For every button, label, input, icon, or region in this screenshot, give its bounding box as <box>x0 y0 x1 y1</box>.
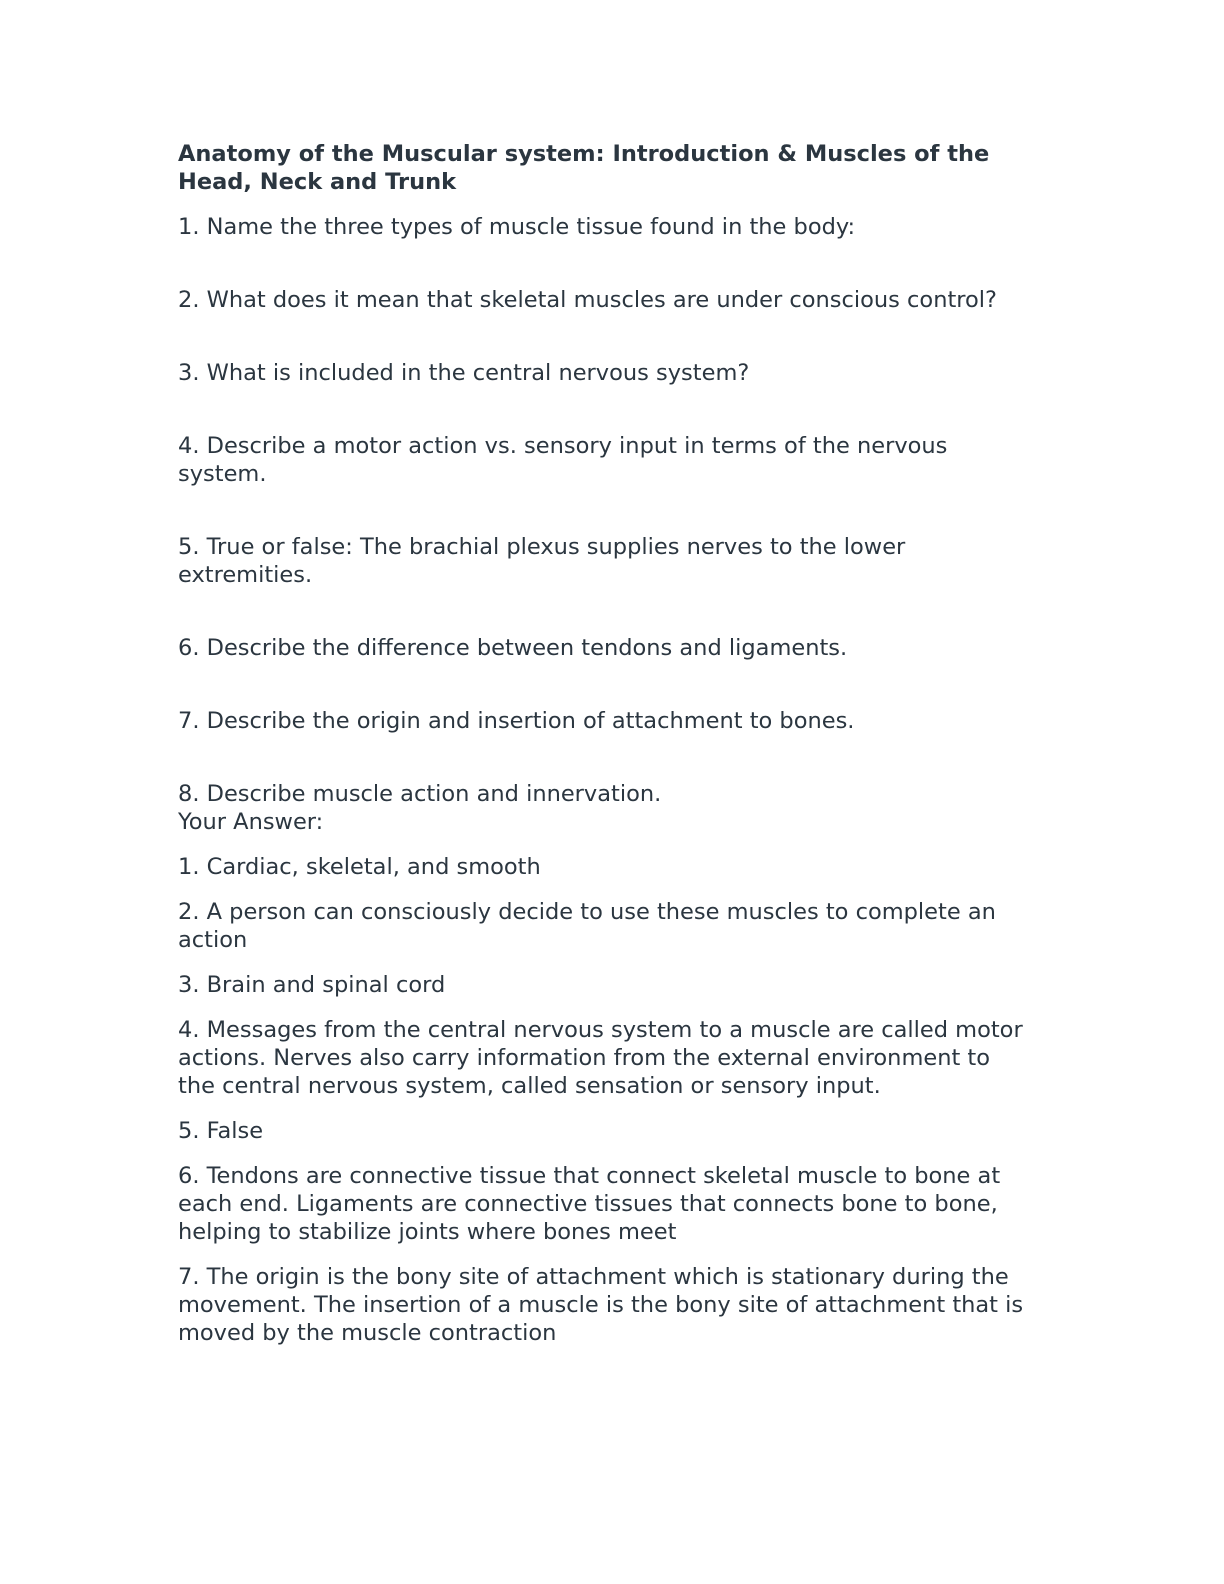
answer-1: 1. Cardiac, skeletal, and smooth <box>178 854 541 880</box>
question-3: 3. What is included in the central nervous system? <box>178 360 750 386</box>
question-1: 1. Name the three types of muscle tissue found in the body: <box>178 214 856 240</box>
answer-6: 6. Tendons are connective tissue that connect skeletal muscle to bone at each end. Ligaments are connective tissues that connects bone to bone, helping to stabilize joints where bones meet <box>178 1163 1001 1245</box>
answer-4: 4. Messages from the central nervous system to a muscle are called motor actions. Nerves also carry information from the external environment to the central nervous system, called sensation or sensory input. <box>178 1017 1023 1099</box>
answer-5: 5. False <box>178 1118 264 1144</box>
question-4: 4. Describe a motor action vs. sensory input in terms of the nervous system. <box>178 433 948 487</box>
answer-2: 2. A person can consciously decide to use these muscles to complete an action <box>178 899 996 953</box>
document-title: Anatomy of the Muscular system: Introduction & Muscles of the Head, Neck and Trunk <box>178 141 990 195</box>
question-5: 5. True or false: The brachial plexus supplies nerves to the lower extremities. <box>178 534 906 588</box>
question-8: 8. Describe muscle action and innervation. <box>178 781 662 807</box>
question-7: 7. Describe the origin and insertion of attachment to bones. <box>178 708 855 734</box>
answer-7: 7. The origin is the bony site of attachment which is stationary during the movement. The insertion of a muscle is the bony site of attachment that is moved by the muscle contraction <box>178 1264 1024 1346</box>
document-page <box>178 140 1028 1364</box>
question-2: 2. What does it mean that skeletal muscles are under conscious control? <box>178 287 997 313</box>
question-6: 6. Describe the difference between tendons and ligaments. <box>178 635 848 661</box>
answer-label: Your Answer: <box>178 809 324 835</box>
answer-3: 3. Brain and spinal cord <box>178 972 446 998</box>
